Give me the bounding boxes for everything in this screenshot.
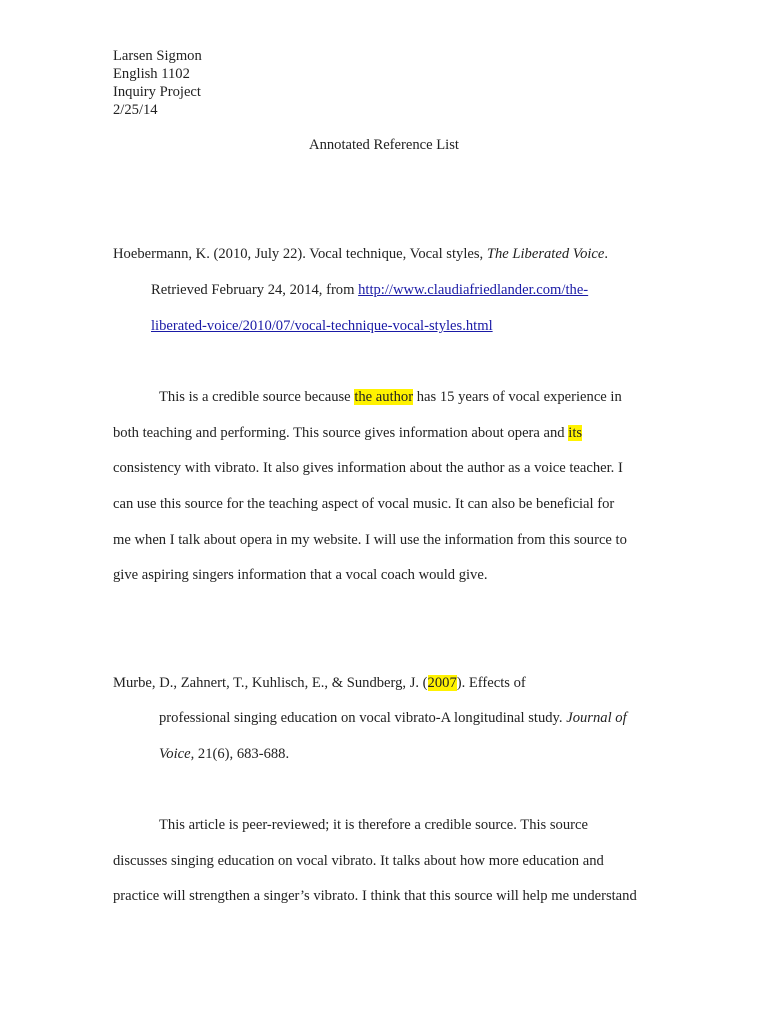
annotation-1-text: has 15 years of vocal experience in — [413, 389, 622, 405]
annotation-1-line-6: give aspiring singers information that a vocal coach would give. — [113, 567, 488, 583]
annotation-1-line-4: can use this source for the teaching aspect of vocal music. It can also be beneficial for — [113, 496, 615, 512]
annotation-1-line-2 — [113, 424, 582, 442]
annotation-1-text: This is a credible source because — [159, 389, 355, 405]
citation-2-article-title: professional singing education on vocal vibrato-A longitudinal study. — [159, 710, 567, 726]
citation-2-journal-continued: Voice — [159, 746, 191, 762]
annotation-2-line-1: This article is peer-reviewed; it is therefore a credible source. This source — [159, 817, 588, 833]
annotation-1-line-5: me when I talk about opera in my website. I will use the information from this source to — [113, 532, 627, 548]
citation-2-authors: Murbe, D., Zahnert, T., Kuhlisch, E., & Sundberg, J. ( — [113, 675, 428, 691]
course-name: English 1102 — [113, 66, 190, 82]
annotation-1-line-3: consistency with vibrato. It also gives information about the author as a voice teacher. I — [113, 460, 623, 476]
citation-1-retrieved: Retrieved February 24, 2014, from — [151, 282, 359, 298]
author-name: Larsen Sigmon — [113, 48, 202, 64]
annotation-1-line-1 — [159, 388, 622, 406]
citation-2-line-2 — [159, 709, 627, 727]
citation-1-url-link-continued[interactable]: liberated-voice/2010/07/vocal-technique-vocal-styles.html — [151, 318, 493, 334]
highlight-the-author: the author — [354, 389, 414, 405]
annotation-2-line-3: practice will strengthen a singer’s vibrato. I think that this source will help me understand — [113, 888, 637, 904]
citation-1-period: . — [604, 246, 609, 262]
citation-2-text: ). Effects of — [456, 675, 526, 691]
assignment-name: Inquiry Project — [113, 84, 201, 100]
citation-2-journal: Journal of — [566, 710, 627, 726]
citation-1-journal: The Liberated Voice — [486, 246, 605, 262]
citation-1-url-link[interactable]: http://www.claudiafriedlander.com/the- — [358, 282, 589, 298]
citation-1-line-3 — [151, 317, 493, 335]
citation-2-line-1 — [113, 674, 526, 692]
highlight-2007: 2007 — [427, 675, 457, 691]
citation-1-text: Hoebermann, K. (2010, July 22). Vocal technique, Vocal styles, — [113, 246, 487, 262]
annotation-1-text: both teaching and performing. This source gives information about opera and — [113, 425, 569, 441]
citation-1-line-2 — [151, 281, 588, 299]
annotation-2-line-2: discusses singing education on vocal vibrato. It talks about how more education and — [113, 853, 604, 869]
citation-1-line-1 — [113, 245, 608, 263]
citation-2-volume: , 21(6), 683-688. — [190, 746, 290, 762]
page-title: Annotated Reference List — [309, 137, 459, 153]
document-date: 2/25/14 — [113, 102, 158, 118]
highlight-its: its — [568, 425, 583, 441]
citation-2-line-3 — [159, 745, 289, 763]
